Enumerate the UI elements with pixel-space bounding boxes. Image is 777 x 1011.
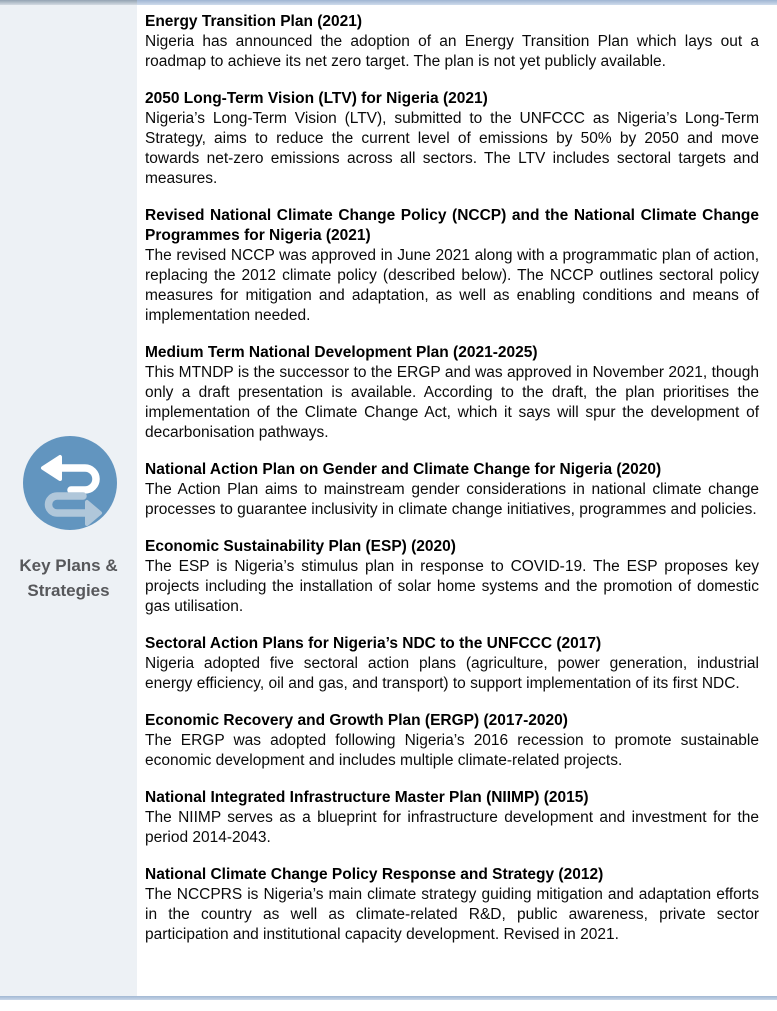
top-rule-content-segment [137, 0, 777, 5]
sidebar [0, 5, 137, 996]
plan-heading: Sectoral Action Plans for Nigeria’s NDC to the UNFCCC (2017) [145, 635, 602, 652]
plan-section [145, 343, 759, 443]
plan-section [145, 89, 759, 189]
plan-body: The ERGP was adopted following Nigeria’s 2016 recession to promote sustainable economic development and includes multiple climate-related projects. [145, 732, 759, 769]
plan-heading: National Integrated Infrastructure Master Plan (NIIMP) (2015) [145, 789, 589, 806]
plan-heading: 2050 Long-Term Vision (LTV) for Nigeria (2021) [145, 90, 488, 107]
sidebar-label-line1: Key Plans & [19, 556, 118, 575]
sidebar-section-label [0, 553, 137, 603]
plan-body: The NCCPRS is Nigeria’s main climate strategy guiding mitigation and adaptation efforts in the country as well as climate-related R&D, public awareness, private sector participation and institutional capacity development. Revised in 2021. [145, 886, 759, 943]
plan-section [145, 788, 759, 848]
plan-section [145, 460, 759, 520]
plan-section [145, 12, 759, 72]
sidebar-label-line2: Strategies [27, 581, 110, 600]
plan-body: The revised NCCP was approved in June 2021 along with a programmatic plan of action, replacing the 2012 climate policy (described below). The NCCP outlines sectoral policy measures for mitigation and adaptation, as well as enabling conditions and means of implementation needed. [145, 247, 759, 324]
plan-heading: Economic Recovery and Growth Plan (ERGP) (2017-2020) [145, 712, 568, 729]
plan-heading: Energy Transition Plan (2021) [145, 13, 363, 30]
plan-body: The NIIMP serves as a blueprint for infrastructure development and investment for the period 2014-2043. [145, 809, 759, 846]
plan-heading: Economic Sustainability Plan (ESP) (2020) [145, 538, 456, 555]
bottom-rule [0, 996, 777, 1000]
plan-body: The ESP is Nigeria’s stimulus plan in response to COVID-19. The ESP proposes key projects including the installation of solar home systems and the promotion of domestic gas utilisation. [145, 558, 759, 615]
plan-heading: Medium Term National Development Plan (2021-2025) [145, 344, 538, 361]
plan-section [145, 865, 759, 945]
plan-section [145, 206, 759, 326]
plan-heading: Revised National Climate Change Policy (NCCP) and the National Climate Change Programmes for Nigeria (2021) [145, 207, 759, 244]
plan-body: This MTNDP is the successor to the ERGP and was approved in November 2021, though only a draft presentation is available. According to the draft, the plan prioritises the implementation of the Climate Change Act, which it says will spur the development of decarbonisation pathways. [145, 364, 759, 441]
plan-body: Nigeria has announced the adoption of an Energy Transition Plan which lays out a roadmap to achieve its net zero target. The plan is not yet publicly available. [145, 33, 759, 70]
plan-body: Nigeria adopted five sectoral action plans (agriculture, power generation, industrial energy efficiency, oil and gas, and transport) to support implementation of its first NDC. [145, 655, 759, 692]
plan-section [145, 634, 759, 694]
plan-body: The Action Plan aims to mainstream gender considerations in national climate change processes to guarantee inclusivity in climate change initiatives, programmes and policies. [145, 481, 759, 518]
plan-section [145, 711, 759, 771]
exchange-arrows-icon [23, 436, 117, 530]
content-column [145, 12, 759, 962]
plan-section [145, 537, 759, 617]
plan-heading: National Climate Change Policy Response and Strategy (2012) [145, 866, 604, 883]
plan-heading: National Action Plan on Gender and Climate Change for Nigeria (2020) [145, 461, 662, 478]
plan-body: Nigeria’s Long-Term Vision (LTV), submitted to the UNFCCC as Nigeria’s Long-Term Strategy, aims to reduce the current level of emissions by 50% by 2050 and move towards net-zero emissions across all sectors. The LTV includes sectoral targets and measures. [145, 110, 759, 187]
